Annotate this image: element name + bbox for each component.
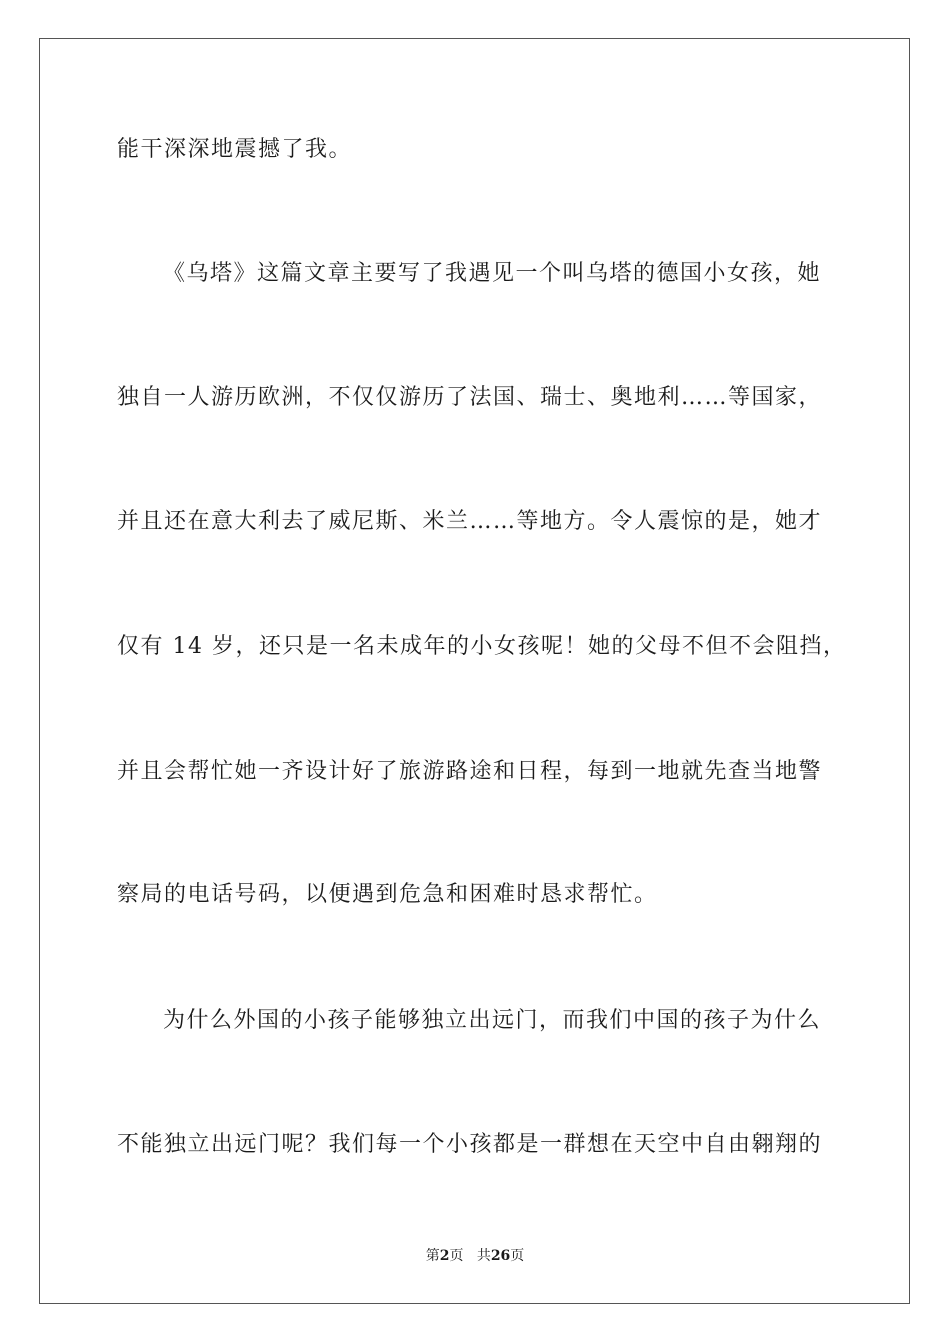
page-suffix: 页 bbox=[449, 1248, 464, 1264]
total-pages: 26 bbox=[490, 1248, 511, 1264]
paragraph-line: 独自一人游历欧洲，不仅仅游历了法国、瑞士、奥地利……等国家， bbox=[117, 385, 823, 410]
paragraph-line: 为什么外国的小孩子能够独立出远门，而我们中国的孩子为什么 bbox=[163, 1008, 822, 1033]
paragraph-line: 察局的电话号码，以便遇到危急和困难时恳求帮忙。 bbox=[117, 882, 658, 907]
total-suffix: 页 bbox=[510, 1248, 525, 1264]
paragraph-line: 仅有 14 岁，还只是一名未成年的小女孩呢！她的父母不但不会阻挡， bbox=[117, 634, 847, 659]
page-border bbox=[39, 38, 910, 1304]
paragraph-line: 不能独立出远门呢？我们每一个小孩都是一群想在天空中自由翱翔的 bbox=[117, 1132, 823, 1157]
paragraph-line: 并且会帮忙她一齐设计好了旅游路途和日程，每到一地就先查当地警 bbox=[117, 759, 823, 784]
page-number: 2 bbox=[439, 1248, 450, 1264]
paragraph-line: 并且还在意大利去了威尼斯、米兰……等地方。令人震惊的是，她才 bbox=[117, 509, 823, 534]
paragraph-line: 《乌塔》这篇文章主要写了我遇见一个叫乌塔的德国小女孩，她 bbox=[163, 261, 822, 286]
page-prefix: 第 bbox=[425, 1248, 440, 1264]
total-prefix: 共 bbox=[476, 1248, 491, 1264]
page-footer bbox=[0, 1247, 950, 1265]
paragraph-line: 能干深深地震撼了我。 bbox=[117, 137, 353, 162]
